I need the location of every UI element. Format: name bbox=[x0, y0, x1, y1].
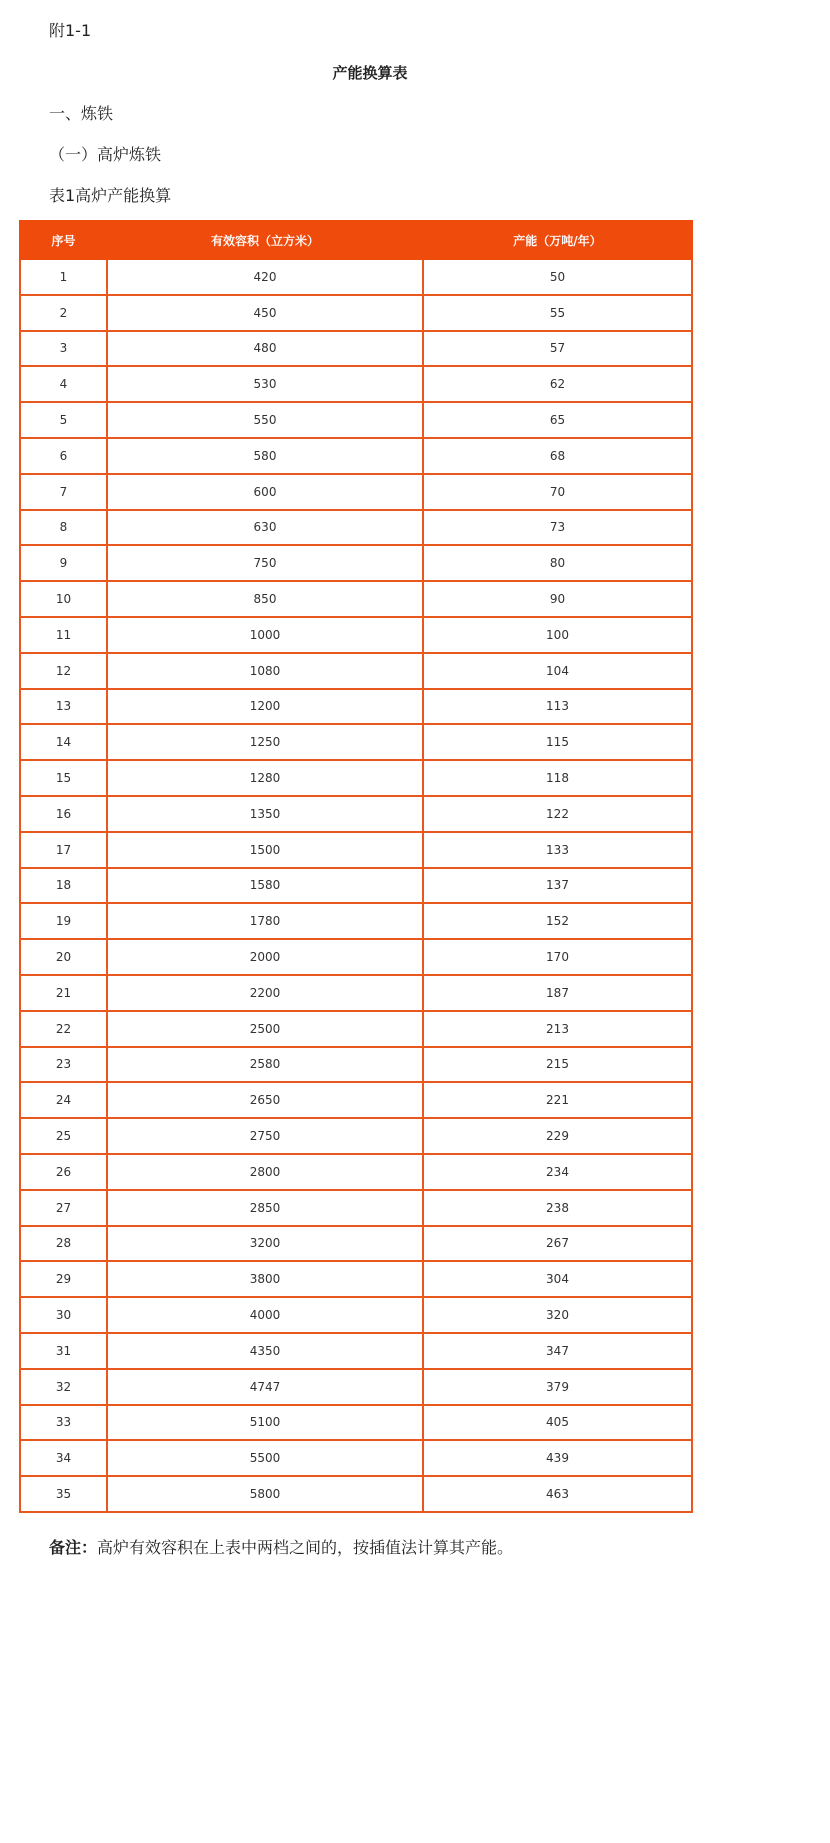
cell-volume: 630 bbox=[107, 510, 423, 546]
table-caption: 表1高炉产能换算 bbox=[49, 186, 172, 205]
cell-capacity: 62 bbox=[423, 366, 692, 402]
cell-index: 20 bbox=[20, 939, 107, 975]
cell-volume: 1080 bbox=[107, 653, 423, 689]
section-heading: 一、炼铁 bbox=[49, 104, 114, 123]
cell-volume: 580 bbox=[107, 438, 423, 474]
cell-volume: 530 bbox=[107, 366, 423, 402]
cell-volume: 2800 bbox=[107, 1154, 423, 1190]
cell-volume: 3800 bbox=[107, 1261, 423, 1297]
cell-capacity: 118 bbox=[423, 760, 692, 796]
cell-index: 24 bbox=[20, 1082, 107, 1118]
table-row bbox=[20, 1261, 692, 1297]
cell-capacity: 463 bbox=[423, 1476, 692, 1512]
cell-index: 11 bbox=[20, 617, 107, 653]
table-row bbox=[20, 939, 692, 975]
cell-index: 18 bbox=[20, 868, 107, 904]
cell-index: 28 bbox=[20, 1226, 107, 1262]
cell-volume: 2200 bbox=[107, 975, 423, 1011]
cell-volume: 600 bbox=[107, 474, 423, 510]
cell-capacity: 65 bbox=[423, 402, 692, 438]
cell-volume: 1580 bbox=[107, 868, 423, 904]
table-row bbox=[20, 1082, 692, 1118]
cell-capacity: 57 bbox=[423, 331, 692, 367]
table-row bbox=[20, 1369, 692, 1405]
cell-index: 31 bbox=[20, 1333, 107, 1369]
table-row bbox=[20, 1154, 692, 1190]
cell-volume: 2500 bbox=[107, 1011, 423, 1047]
cell-volume: 1350 bbox=[107, 796, 423, 832]
cell-volume: 5800 bbox=[107, 1476, 423, 1512]
cell-capacity: 73 bbox=[423, 510, 692, 546]
cell-volume: 4350 bbox=[107, 1333, 423, 1369]
cell-volume: 420 bbox=[107, 259, 423, 295]
cell-capacity: 55 bbox=[423, 295, 692, 331]
cell-capacity: 122 bbox=[423, 796, 692, 832]
cell-volume: 2000 bbox=[107, 939, 423, 975]
cell-capacity: 229 bbox=[423, 1118, 692, 1154]
cell-capacity: 187 bbox=[423, 975, 692, 1011]
cell-capacity: 100 bbox=[423, 617, 692, 653]
capacity-table bbox=[19, 220, 693, 1513]
cell-capacity: 215 bbox=[423, 1047, 692, 1083]
cell-volume: 1280 bbox=[107, 760, 423, 796]
cell-volume: 2650 bbox=[107, 1082, 423, 1118]
column-header-index: 序号 bbox=[20, 221, 107, 259]
cell-capacity: 50 bbox=[423, 259, 692, 295]
cell-index: 4 bbox=[20, 366, 107, 402]
table-row bbox=[20, 545, 692, 581]
table-row bbox=[20, 1333, 692, 1369]
cell-index: 34 bbox=[20, 1440, 107, 1476]
cell-capacity: 90 bbox=[423, 581, 692, 617]
cell-volume: 5500 bbox=[107, 1440, 423, 1476]
cell-index: 9 bbox=[20, 545, 107, 581]
cell-index: 35 bbox=[20, 1476, 107, 1512]
cell-index: 2 bbox=[20, 295, 107, 331]
table-row bbox=[20, 1440, 692, 1476]
cell-capacity: 234 bbox=[423, 1154, 692, 1190]
table-row bbox=[20, 617, 692, 653]
cell-volume: 2750 bbox=[107, 1118, 423, 1154]
cell-index: 7 bbox=[20, 474, 107, 510]
cell-capacity: 133 bbox=[423, 832, 692, 868]
table-row bbox=[20, 760, 692, 796]
cell-capacity: 405 bbox=[423, 1405, 692, 1441]
column-header-volume: 有效容积（立方米） bbox=[107, 221, 423, 259]
cell-index: 19 bbox=[20, 903, 107, 939]
table-row bbox=[20, 331, 692, 367]
cell-index: 12 bbox=[20, 653, 107, 689]
cell-capacity: 68 bbox=[423, 438, 692, 474]
cell-volume: 1780 bbox=[107, 903, 423, 939]
cell-volume: 1250 bbox=[107, 724, 423, 760]
cell-capacity: 113 bbox=[423, 689, 692, 725]
cell-index: 27 bbox=[20, 1190, 107, 1226]
cell-volume: 4000 bbox=[107, 1297, 423, 1333]
cell-capacity: 152 bbox=[423, 903, 692, 939]
cell-capacity: 80 bbox=[423, 545, 692, 581]
cell-capacity: 320 bbox=[423, 1297, 692, 1333]
cell-index: 30 bbox=[20, 1297, 107, 1333]
table-body bbox=[20, 259, 692, 1512]
table-row bbox=[20, 438, 692, 474]
cell-volume: 480 bbox=[107, 331, 423, 367]
cell-capacity: 379 bbox=[423, 1369, 692, 1405]
cell-capacity: 347 bbox=[423, 1333, 692, 1369]
table-row bbox=[20, 689, 692, 725]
cell-capacity: 213 bbox=[423, 1011, 692, 1047]
cell-capacity: 170 bbox=[423, 939, 692, 975]
table-row bbox=[20, 1118, 692, 1154]
table-row bbox=[20, 1011, 692, 1047]
cell-index: 22 bbox=[20, 1011, 107, 1047]
cell-capacity: 221 bbox=[423, 1082, 692, 1118]
table-row bbox=[20, 1047, 692, 1083]
cell-capacity: 304 bbox=[423, 1261, 692, 1297]
cell-index: 10 bbox=[20, 581, 107, 617]
table-header-row bbox=[20, 221, 692, 259]
table-row bbox=[20, 653, 692, 689]
subsection-heading: （一）高炉炼铁 bbox=[49, 145, 162, 164]
cell-volume: 850 bbox=[107, 581, 423, 617]
cell-volume: 1500 bbox=[107, 832, 423, 868]
table-row bbox=[20, 366, 692, 402]
table-row bbox=[20, 474, 692, 510]
appendix-label: 附1-1 bbox=[49, 21, 92, 40]
cell-index: 15 bbox=[20, 760, 107, 796]
cell-volume: 1000 bbox=[107, 617, 423, 653]
table-row bbox=[20, 903, 692, 939]
table-row bbox=[20, 295, 692, 331]
cell-index: 13 bbox=[20, 689, 107, 725]
cell-index: 26 bbox=[20, 1154, 107, 1190]
cell-index: 16 bbox=[20, 796, 107, 832]
table-row bbox=[20, 1405, 692, 1441]
footnote bbox=[49, 1537, 513, 1559]
cell-volume: 4747 bbox=[107, 1369, 423, 1405]
cell-volume: 550 bbox=[107, 402, 423, 438]
capacity-table-wrapper bbox=[19, 220, 691, 1513]
cell-index: 25 bbox=[20, 1118, 107, 1154]
cell-index: 8 bbox=[20, 510, 107, 546]
table-row bbox=[20, 402, 692, 438]
table-row bbox=[20, 1226, 692, 1262]
table-row bbox=[20, 796, 692, 832]
cell-index: 33 bbox=[20, 1405, 107, 1441]
cell-volume: 450 bbox=[107, 295, 423, 331]
cell-index: 21 bbox=[20, 975, 107, 1011]
table-row bbox=[20, 581, 692, 617]
cell-volume: 2850 bbox=[107, 1190, 423, 1226]
cell-volume: 5100 bbox=[107, 1405, 423, 1441]
column-header-capacity: 产能（万吨/年） bbox=[423, 221, 692, 259]
cell-volume: 3200 bbox=[107, 1226, 423, 1262]
cell-volume: 2580 bbox=[107, 1047, 423, 1083]
table-row bbox=[20, 259, 692, 295]
cell-volume: 750 bbox=[107, 545, 423, 581]
cell-capacity: 115 bbox=[423, 724, 692, 760]
table-row bbox=[20, 832, 692, 868]
cell-capacity: 267 bbox=[423, 1226, 692, 1262]
cell-capacity: 238 bbox=[423, 1190, 692, 1226]
footnote-label: 备注： bbox=[49, 1538, 98, 1557]
table-row bbox=[20, 724, 692, 760]
table-row bbox=[20, 1476, 692, 1512]
cell-index: 5 bbox=[20, 402, 107, 438]
cell-index: 14 bbox=[20, 724, 107, 760]
cell-index: 23 bbox=[20, 1047, 107, 1083]
cell-index: 17 bbox=[20, 832, 107, 868]
table-row bbox=[20, 1190, 692, 1226]
table-row bbox=[20, 975, 692, 1011]
cell-capacity: 70 bbox=[423, 474, 692, 510]
table-row bbox=[20, 510, 692, 546]
cell-index: 3 bbox=[20, 331, 107, 367]
cell-index: 1 bbox=[20, 259, 107, 295]
table-row bbox=[20, 1297, 692, 1333]
cell-capacity: 104 bbox=[423, 653, 692, 689]
cell-index: 32 bbox=[20, 1369, 107, 1405]
footnote-text: 高炉有效容积在上表中两档之间的，按插值法计算其产能。 bbox=[97, 1538, 514, 1557]
cell-capacity: 137 bbox=[423, 868, 692, 904]
cell-volume: 1200 bbox=[107, 689, 423, 725]
cell-index: 6 bbox=[20, 438, 107, 474]
page-title: 产能换算表 bbox=[332, 64, 408, 82]
cell-capacity: 439 bbox=[423, 1440, 692, 1476]
table-row bbox=[20, 868, 692, 904]
cell-index: 29 bbox=[20, 1261, 107, 1297]
